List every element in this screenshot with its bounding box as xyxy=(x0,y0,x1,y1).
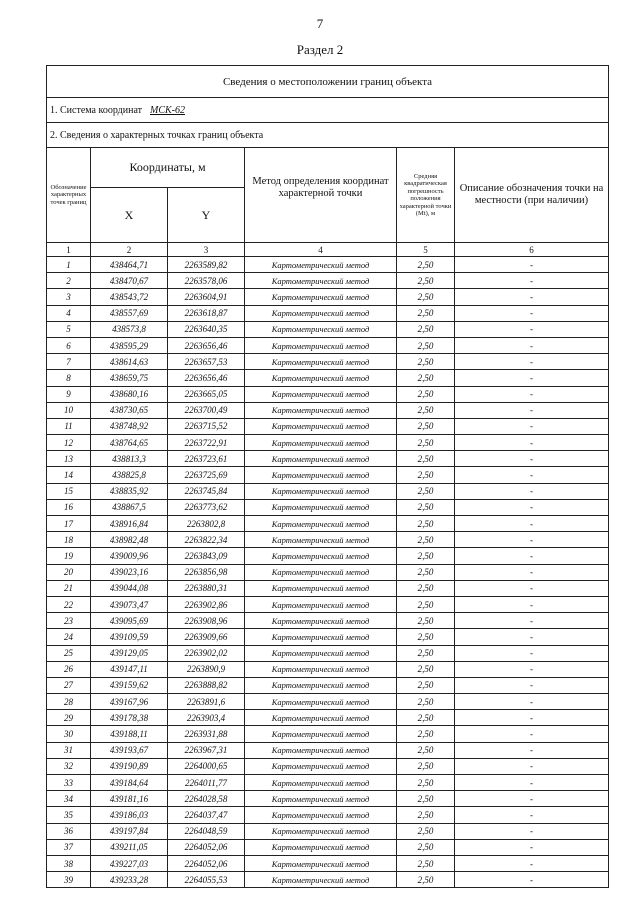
point-number-cell: 33 xyxy=(47,775,91,791)
method-cell: Картометрический метод xyxy=(245,499,397,515)
description-cell: - xyxy=(455,710,609,726)
table-row xyxy=(47,580,609,596)
table-row xyxy=(47,855,609,871)
error-cell: 2,50 xyxy=(397,629,455,645)
y-coordinate-cell: 2263802,8 xyxy=(168,516,245,532)
x-coordinate-cell: 438835,92 xyxy=(91,483,168,499)
method-cell: Картометрический метод xyxy=(245,726,397,742)
table-row xyxy=(47,694,609,710)
y-coordinate-cell: 2263589,82 xyxy=(168,257,245,273)
x-coordinate-cell: 438573,8 xyxy=(91,321,168,337)
table-row xyxy=(47,402,609,418)
method-cell: Картометрический метод xyxy=(245,370,397,386)
table-row xyxy=(47,564,609,580)
y-coordinate-cell: 2263725,69 xyxy=(168,467,245,483)
table-row xyxy=(47,257,609,273)
point-number-cell: 24 xyxy=(47,629,91,645)
table-row xyxy=(47,710,609,726)
x-coordinate-cell: 439109,59 xyxy=(91,629,168,645)
error-cell: 2,50 xyxy=(397,726,455,742)
table-row xyxy=(47,305,609,321)
error-cell: 2,50 xyxy=(397,710,455,726)
error-cell: 2,50 xyxy=(397,613,455,629)
x-coordinate-cell: 439009,96 xyxy=(91,548,168,564)
x-coordinate-cell: 438595,29 xyxy=(91,337,168,353)
error-cell: 2,50 xyxy=(397,564,455,580)
x-coordinate-cell: 439211,05 xyxy=(91,839,168,855)
method-cell: Картометрический метод xyxy=(245,596,397,612)
header-description: Описание обозначения точки на местности (при наличии) xyxy=(455,148,609,243)
x-coordinate-cell: 439095,69 xyxy=(91,613,168,629)
x-coordinate-cell: 439184,64 xyxy=(91,775,168,791)
error-cell: 2,50 xyxy=(397,823,455,839)
error-cell: 2,50 xyxy=(397,807,455,823)
table-row xyxy=(47,354,609,370)
description-cell: - xyxy=(455,742,609,758)
method-cell: Картометрический метод xyxy=(245,613,397,629)
table-row xyxy=(47,872,609,888)
point-number-cell: 6 xyxy=(47,337,91,353)
table-row xyxy=(47,775,609,791)
method-cell: Картометрический метод xyxy=(245,629,397,645)
table-row xyxy=(47,337,609,353)
error-cell: 2,50 xyxy=(397,499,455,515)
y-coordinate-cell: 2263745,84 xyxy=(168,483,245,499)
point-number-cell: 36 xyxy=(47,823,91,839)
point-number-cell: 26 xyxy=(47,661,91,677)
x-coordinate-cell: 438680,16 xyxy=(91,386,168,402)
header-error: Средняя квадратическая погрешность положения характерной точки (Mt), м xyxy=(397,148,455,243)
error-cell: 2,50 xyxy=(397,839,455,855)
description-cell: - xyxy=(455,321,609,337)
error-cell: 2,50 xyxy=(397,661,455,677)
y-coordinate-cell: 2263618,87 xyxy=(168,305,245,321)
method-cell: Картометрический метод xyxy=(245,548,397,564)
point-number-cell: 15 xyxy=(47,483,91,499)
table-row xyxy=(47,499,609,515)
method-cell: Картометрический метод xyxy=(245,775,397,791)
x-coordinate-cell: 438813,3 xyxy=(91,451,168,467)
description-cell: - xyxy=(455,257,609,273)
method-cell: Картометрический метод xyxy=(245,418,397,434)
error-cell: 2,50 xyxy=(397,386,455,402)
y-coordinate-cell: 2264055,53 xyxy=(168,872,245,888)
point-number-cell: 17 xyxy=(47,516,91,532)
table-row xyxy=(47,629,609,645)
method-cell: Картометрический метод xyxy=(245,354,397,370)
table-row xyxy=(47,839,609,855)
coord-system-row xyxy=(47,98,609,123)
y-coordinate-cell: 2263656,46 xyxy=(168,370,245,386)
y-coordinate-cell: 2263908,96 xyxy=(168,613,245,629)
y-coordinate-cell: 2263722,91 xyxy=(168,435,245,451)
method-cell: Картометрический метод xyxy=(245,758,397,774)
error-cell: 2,50 xyxy=(397,694,455,710)
table-row xyxy=(47,386,609,402)
y-coordinate-cell: 2264028,58 xyxy=(168,791,245,807)
error-cell: 2,50 xyxy=(397,467,455,483)
y-coordinate-cell: 2263891,6 xyxy=(168,694,245,710)
point-number-cell: 27 xyxy=(47,677,91,693)
y-coordinate-cell: 2263931,88 xyxy=(168,726,245,742)
table-row xyxy=(47,435,609,451)
point-number-cell: 10 xyxy=(47,402,91,418)
error-cell: 2,50 xyxy=(397,516,455,532)
point-number-cell: 2 xyxy=(47,273,91,289)
x-coordinate-cell: 438730,65 xyxy=(91,402,168,418)
x-coordinate-cell: 438764,65 xyxy=(91,435,168,451)
method-cell: Картометрический метод xyxy=(245,807,397,823)
description-cell: - xyxy=(455,516,609,532)
table-row xyxy=(47,418,609,434)
error-cell: 2,50 xyxy=(397,645,455,661)
description-cell: - xyxy=(455,402,609,418)
x-coordinate-cell: 438614,63 xyxy=(91,354,168,370)
x-coordinate-cell: 439186,03 xyxy=(91,807,168,823)
description-cell: - xyxy=(455,839,609,855)
error-cell: 2,50 xyxy=(397,402,455,418)
y-coordinate-cell: 2264048,59 xyxy=(168,823,245,839)
y-coordinate-cell: 2263890,9 xyxy=(168,661,245,677)
coord-system-label: 1. Система координат xyxy=(50,104,143,116)
coord-system-value: МСК-62 xyxy=(150,104,186,116)
header-method: Метод определения координат характерной точки xyxy=(245,148,397,243)
point-number-cell: 11 xyxy=(47,418,91,434)
x-coordinate-cell: 439181,16 xyxy=(91,791,168,807)
description-cell: - xyxy=(455,435,609,451)
error-cell: 2,50 xyxy=(397,435,455,451)
point-number-cell: 9 xyxy=(47,386,91,402)
point-number-cell: 37 xyxy=(47,839,91,855)
y-coordinate-cell: 2263640,35 xyxy=(168,321,245,337)
boundary-points-table xyxy=(46,65,609,888)
table-row xyxy=(47,742,609,758)
table-row xyxy=(47,645,609,661)
x-coordinate-cell: 439167,96 xyxy=(91,694,168,710)
description-cell: - xyxy=(455,807,609,823)
x-coordinate-cell: 438557,69 xyxy=(91,305,168,321)
column-number: 4 xyxy=(245,243,397,257)
table-row xyxy=(47,677,609,693)
method-cell: Картометрический метод xyxy=(245,710,397,726)
method-cell: Картометрический метод xyxy=(245,742,397,758)
description-cell: - xyxy=(455,694,609,710)
point-number-cell: 13 xyxy=(47,451,91,467)
description-cell: - xyxy=(455,418,609,434)
table-row xyxy=(47,273,609,289)
y-coordinate-cell: 2263903,4 xyxy=(168,710,245,726)
y-coordinate-cell: 2264037,47 xyxy=(168,807,245,823)
y-coordinate-cell: 2263604,91 xyxy=(168,289,245,305)
y-coordinate-cell: 2264052,06 xyxy=(168,839,245,855)
method-cell: Картометрический метод xyxy=(245,273,397,289)
y-coordinate-cell: 2263715,52 xyxy=(168,418,245,434)
method-cell: Картометрический метод xyxy=(245,872,397,888)
y-coordinate-cell: 2263822,34 xyxy=(168,532,245,548)
point-number-cell: 16 xyxy=(47,499,91,515)
description-cell: - xyxy=(455,354,609,370)
table-row xyxy=(47,613,609,629)
y-coordinate-cell: 2263967,31 xyxy=(168,742,245,758)
description-cell: - xyxy=(455,823,609,839)
error-cell: 2,50 xyxy=(397,305,455,321)
error-cell: 2,50 xyxy=(397,273,455,289)
table-row xyxy=(47,516,609,532)
method-cell: Картометрический метод xyxy=(245,289,397,305)
description-cell: - xyxy=(455,872,609,888)
x-coordinate-cell: 439023,16 xyxy=(91,564,168,580)
error-cell: 2,50 xyxy=(397,580,455,596)
table-row xyxy=(47,726,609,742)
point-number-cell: 3 xyxy=(47,289,91,305)
method-cell: Картометрический метод xyxy=(245,386,397,402)
method-cell: Картометрический метод xyxy=(245,580,397,596)
table-row xyxy=(47,548,609,564)
error-cell: 2,50 xyxy=(397,677,455,693)
x-coordinate-cell: 438825,8 xyxy=(91,467,168,483)
description-cell: - xyxy=(455,791,609,807)
page-number: 7 xyxy=(316,16,324,31)
section-title: Раздел 2 xyxy=(296,42,344,57)
method-cell: Картометрический метод xyxy=(245,451,397,467)
y-coordinate-cell: 2263657,53 xyxy=(168,354,245,370)
method-cell: Картометрический метод xyxy=(245,839,397,855)
column-number: 3 xyxy=(168,243,245,257)
point-number-cell: 22 xyxy=(47,596,91,612)
x-coordinate-cell: 439129,05 xyxy=(91,645,168,661)
table-row xyxy=(47,467,609,483)
description-cell: - xyxy=(455,613,609,629)
error-cell: 2,50 xyxy=(397,321,455,337)
point-number-cell: 31 xyxy=(47,742,91,758)
table-row xyxy=(47,661,609,677)
y-coordinate-cell: 2263700,49 xyxy=(168,402,245,418)
method-cell: Картометрический метод xyxy=(245,823,397,839)
method-cell: Картометрический метод xyxy=(245,483,397,499)
error-cell: 2,50 xyxy=(397,418,455,434)
point-number-cell: 29 xyxy=(47,710,91,726)
x-coordinate-cell: 439178,38 xyxy=(91,710,168,726)
point-number-cell: 5 xyxy=(47,321,91,337)
point-number-cell: 32 xyxy=(47,758,91,774)
description-cell: - xyxy=(455,305,609,321)
point-number-cell: 18 xyxy=(47,532,91,548)
description-cell: - xyxy=(455,483,609,499)
description-cell: - xyxy=(455,548,609,564)
table-row xyxy=(47,289,609,305)
column-number: 5 xyxy=(397,243,455,257)
column-number: 1 xyxy=(47,243,91,257)
point-number-cell: 7 xyxy=(47,354,91,370)
error-cell: 2,50 xyxy=(397,791,455,807)
y-coordinate-cell: 2263902,86 xyxy=(168,596,245,612)
x-coordinate-cell: 438916,84 xyxy=(91,516,168,532)
method-cell: Картометрический метод xyxy=(245,677,397,693)
error-cell: 2,50 xyxy=(397,354,455,370)
description-cell: - xyxy=(455,661,609,677)
table-row xyxy=(47,451,609,467)
description-cell: - xyxy=(455,580,609,596)
description-cell: - xyxy=(455,273,609,289)
y-coordinate-cell: 2264011,77 xyxy=(168,775,245,791)
point-number-cell: 35 xyxy=(47,807,91,823)
x-coordinate-cell: 438464,71 xyxy=(91,257,168,273)
method-cell: Картометрический метод xyxy=(245,516,397,532)
point-number-cell: 30 xyxy=(47,726,91,742)
description-cell: - xyxy=(455,677,609,693)
x-coordinate-cell: 439073,47 xyxy=(91,596,168,612)
table-row xyxy=(47,823,609,839)
description-cell: - xyxy=(455,645,609,661)
point-number-cell: 12 xyxy=(47,435,91,451)
x-coordinate-cell: 438543,72 xyxy=(91,289,168,305)
method-cell: Картометрический метод xyxy=(245,694,397,710)
point-number-cell: 8 xyxy=(47,370,91,386)
error-cell: 2,50 xyxy=(397,855,455,871)
points-section-label: 2. Сведения о характерных точках границ объекта xyxy=(47,123,609,148)
header-designation: Обозначение характерных точек границ xyxy=(47,148,91,243)
error-cell: 2,50 xyxy=(397,451,455,467)
point-number-cell: 38 xyxy=(47,855,91,871)
table-row xyxy=(47,807,609,823)
y-coordinate-cell: 2263902,02 xyxy=(168,645,245,661)
table-row xyxy=(47,596,609,612)
method-cell: Картометрический метод xyxy=(245,467,397,483)
error-cell: 2,50 xyxy=(397,289,455,305)
header-x: X xyxy=(91,188,168,243)
x-coordinate-cell: 439190,89 xyxy=(91,758,168,774)
point-number-cell: 21 xyxy=(47,580,91,596)
x-coordinate-cell: 439233,28 xyxy=(91,872,168,888)
method-cell: Картометрический метод xyxy=(245,661,397,677)
x-coordinate-cell: 439044,08 xyxy=(91,580,168,596)
x-coordinate-cell: 439159,62 xyxy=(91,677,168,693)
method-cell: Картометрический метод xyxy=(245,402,397,418)
error-cell: 2,50 xyxy=(397,775,455,791)
point-number-cell: 1 xyxy=(47,257,91,273)
point-number-cell: 20 xyxy=(47,564,91,580)
description-cell: - xyxy=(455,855,609,871)
description-cell: - xyxy=(455,289,609,305)
y-coordinate-cell: 2263880,31 xyxy=(168,580,245,596)
header-coords: Координаты, м xyxy=(91,148,245,188)
header-y: Y xyxy=(168,188,245,243)
x-coordinate-cell: 439197,84 xyxy=(91,823,168,839)
description-cell: - xyxy=(455,564,609,580)
y-coordinate-cell: 2263773,62 xyxy=(168,499,245,515)
method-cell: Картометрический метод xyxy=(245,791,397,807)
x-coordinate-cell: 438748,92 xyxy=(91,418,168,434)
table-row xyxy=(47,370,609,386)
description-cell: - xyxy=(455,758,609,774)
x-coordinate-cell: 439147,11 xyxy=(91,661,168,677)
method-cell: Картометрический метод xyxy=(245,435,397,451)
x-coordinate-cell: 438982,48 xyxy=(91,532,168,548)
table-title: Сведения о местоположении границ объекта xyxy=(47,66,609,98)
method-cell: Картометрический метод xyxy=(245,855,397,871)
y-coordinate-cell: 2263888,82 xyxy=(168,677,245,693)
error-cell: 2,50 xyxy=(397,872,455,888)
x-coordinate-cell: 439227,03 xyxy=(91,855,168,871)
error-cell: 2,50 xyxy=(397,483,455,499)
method-cell: Картометрический метод xyxy=(245,257,397,273)
error-cell: 2,50 xyxy=(397,370,455,386)
x-coordinate-cell: 438470,67 xyxy=(91,273,168,289)
description-cell: - xyxy=(455,386,609,402)
description-cell: - xyxy=(455,337,609,353)
table-row xyxy=(47,791,609,807)
y-coordinate-cell: 2263723,61 xyxy=(168,451,245,467)
error-cell: 2,50 xyxy=(397,337,455,353)
x-coordinate-cell: 438659,75 xyxy=(91,370,168,386)
error-cell: 2,50 xyxy=(397,758,455,774)
description-cell: - xyxy=(455,532,609,548)
description-cell: - xyxy=(455,775,609,791)
y-coordinate-cell: 2263909,66 xyxy=(168,629,245,645)
point-number-cell: 4 xyxy=(47,305,91,321)
method-cell: Картометрический метод xyxy=(245,564,397,580)
y-coordinate-cell: 2263578,06 xyxy=(168,273,245,289)
point-number-cell: 39 xyxy=(47,872,91,888)
description-cell: - xyxy=(455,596,609,612)
description-cell: - xyxy=(455,467,609,483)
point-number-cell: 14 xyxy=(47,467,91,483)
error-cell: 2,50 xyxy=(397,257,455,273)
y-coordinate-cell: 2263843,09 xyxy=(168,548,245,564)
column-numbers-row xyxy=(47,243,609,257)
column-number: 2 xyxy=(91,243,168,257)
error-cell: 2,50 xyxy=(397,742,455,758)
point-number-cell: 34 xyxy=(47,791,91,807)
description-cell: - xyxy=(455,726,609,742)
y-coordinate-cell: 2264052,06 xyxy=(168,855,245,871)
table-row xyxy=(47,758,609,774)
table-row xyxy=(47,483,609,499)
y-coordinate-cell: 2263665,05 xyxy=(168,386,245,402)
point-number-cell: 25 xyxy=(47,645,91,661)
error-cell: 2,50 xyxy=(397,532,455,548)
method-cell: Картометрический метод xyxy=(245,321,397,337)
error-cell: 2,50 xyxy=(397,596,455,612)
description-cell: - xyxy=(455,370,609,386)
method-cell: Картометрический метод xyxy=(245,645,397,661)
y-coordinate-cell: 2263856,98 xyxy=(168,564,245,580)
x-coordinate-cell: 438867,5 xyxy=(91,499,168,515)
method-cell: Картометрический метод xyxy=(245,305,397,321)
description-cell: - xyxy=(455,629,609,645)
table-row xyxy=(47,532,609,548)
point-number-cell: 23 xyxy=(47,613,91,629)
point-number-cell: 19 xyxy=(47,548,91,564)
error-cell: 2,50 xyxy=(397,548,455,564)
y-coordinate-cell: 2263656,46 xyxy=(168,337,245,353)
x-coordinate-cell: 439188,11 xyxy=(91,726,168,742)
table-row xyxy=(47,321,609,337)
description-cell: - xyxy=(455,499,609,515)
y-coordinate-cell: 2264000,65 xyxy=(168,758,245,774)
description-cell: - xyxy=(455,451,609,467)
method-cell: Картометрический метод xyxy=(245,532,397,548)
point-number-cell: 28 xyxy=(47,694,91,710)
x-coordinate-cell: 439193,67 xyxy=(91,742,168,758)
column-number: 6 xyxy=(455,243,609,257)
method-cell: Картометрический метод xyxy=(245,337,397,353)
